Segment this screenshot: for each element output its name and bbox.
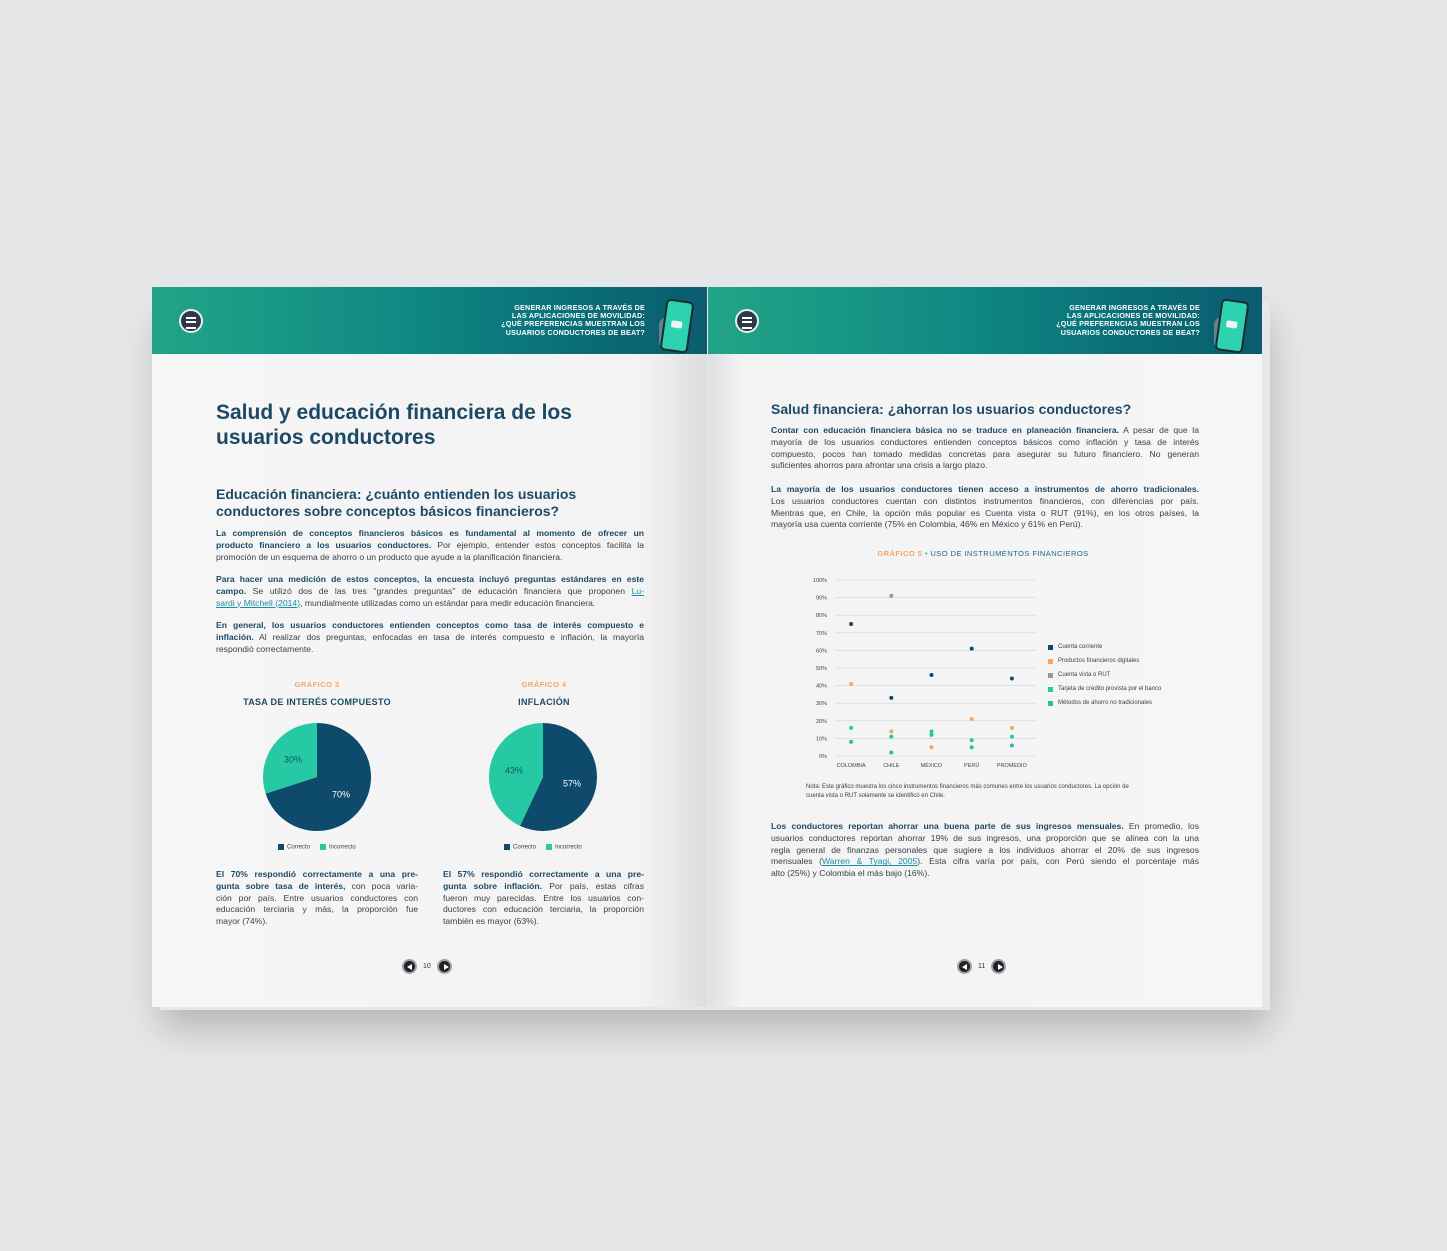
note-line: cuenta vista o RUT solamente se identificó en Chile. bbox=[806, 792, 945, 799]
body-text: suficientes ahorros para afrontar una crisis a largo plazo. bbox=[771, 460, 988, 471]
bold-text: La mayoría de los usuarios conductores tienen acceso a instrumentos de ahorro tradicionales. bbox=[771, 484, 1199, 494]
legend-item bbox=[1048, 668, 1161, 682]
header-line: ¿QUÉ PREFERENCIAS MUESTRAN LOS bbox=[501, 319, 645, 329]
body-text: Mientras que, en Chile, la opción más popular es Cuenta vista o RUT (91%), en los otros países, la bbox=[771, 507, 1199, 518]
y-tick-label: 80% bbox=[815, 613, 827, 620]
slice-label: 70% bbox=[332, 789, 351, 800]
bold-text: En general, los usuarios conductores entienden conceptos como tasa de interés compuesto e bbox=[216, 620, 644, 630]
legend-swatch bbox=[1048, 645, 1053, 650]
data-point bbox=[930, 673, 934, 677]
body-text: también es mayor (63%). bbox=[443, 916, 539, 927]
y-tick-label: 40% bbox=[815, 683, 827, 690]
legend-label: Tarjeta de crédito provista por el banco bbox=[1058, 686, 1162, 692]
subtitle-line: Educación financiera: ¿cuánto entienden los usuarios bbox=[216, 486, 577, 502]
left-page bbox=[152, 287, 707, 1007]
figure-title: USO DE INSTRUMENTOS FINANCIEROS bbox=[930, 549, 1089, 558]
body-text: mayoría usa cuenta corriente (75% en Colombia, 46% en México y 61% en Perú). bbox=[771, 519, 1083, 530]
body-text: usuarios conductores reportan ahorrar 19% de sus ingresos, una proporción que se alinea con la una bbox=[771, 832, 1199, 843]
menu-icon[interactable] bbox=[735, 309, 759, 333]
legend-incorrect: Incorrecto bbox=[546, 844, 582, 851]
legend-correct: Correcto bbox=[504, 844, 536, 851]
data-point bbox=[930, 729, 934, 733]
bold-text: El 57% respondió correctamente a una pre- bbox=[443, 869, 644, 879]
data-point bbox=[1010, 735, 1014, 739]
subtitle-line: conductores sobre conceptos básicos financieros? bbox=[216, 503, 560, 519]
paragraph-3: Los conductores reportan ahorrar una buena parte de sus ingresos mensuales. En promedio, los usuarios conductores reportan ahorrar 19% de sus ingresos, una proporción que se alinea con la una regla general de finanzas personales que sugiere a los individuos ahorrar el 20% de sus ingresos mensuales (Warren & Tyagi, 2005). Esta cifra varía por país, con Perú siendo el porcentaje más alto (25%) y Colombia el más bajo (16%). bbox=[771, 821, 1200, 879]
legend-item bbox=[1048, 682, 1161, 696]
legend-swatch bbox=[1048, 701, 1053, 706]
x-tick-label: PROMEDIO bbox=[996, 763, 1027, 769]
pagination bbox=[957, 959, 1006, 974]
data-point bbox=[1010, 743, 1014, 747]
y-tick-label: 50% bbox=[815, 666, 827, 672]
data-point bbox=[1010, 726, 1014, 730]
figure-5-heading bbox=[788, 549, 1178, 558]
bold-text: gunta sobre tasa de interés, bbox=[216, 880, 346, 891]
data-point bbox=[889, 594, 893, 598]
data-point bbox=[1010, 677, 1014, 681]
figure-label: GRÁFICO 3 bbox=[294, 680, 340, 689]
paragraph-1: Contar con educación financiera básica no se traduce en planeación financiera. A pesar de que la mayoría de los usuarios conductores entienden conceptos básicos como inflación y tasa de interés compuesto, pocos han tomado medidas concretas para asegurar su futuro financiero. No generan suficientes ahorros para afrontar una crisis a largo plazo. bbox=[771, 425, 1199, 471]
body-text: mayoría de los usuarios conductores entienden conceptos básicos como inflación y tasa de interés bbox=[771, 436, 1199, 447]
body-text: Por ejemplo, entender estos conceptos facilita la bbox=[431, 539, 644, 550]
y-tick-label: 10% bbox=[815, 736, 827, 743]
legend-swatch bbox=[1048, 687, 1053, 692]
body-text: ductores con educación terciaria, la proporción bbox=[443, 904, 644, 915]
slice-label: 30% bbox=[283, 754, 302, 765]
header-line: USUARIOS CONDUCTORES DE BEAT? bbox=[505, 327, 645, 337]
prev-page-icon[interactable] bbox=[402, 959, 417, 974]
body-text: respondió correctamente. bbox=[216, 643, 314, 654]
page-header bbox=[708, 287, 1262, 354]
figure-title: TASA DE INTERÉS COMPUESTO bbox=[243, 697, 391, 707]
prev-page-icon[interactable] bbox=[957, 959, 972, 974]
pie-legend bbox=[504, 844, 582, 851]
separator: • bbox=[922, 549, 931, 558]
body-text: regla general de finanzas personales que sugiere a los individuos ahorrar el 20% de sus ingresos bbox=[771, 844, 1199, 855]
body-text: alto (25%) y Colombia el más bajo (16%). bbox=[771, 868, 930, 879]
body-text: fueron muy parecidas. Entre los usuarios con- bbox=[443, 892, 644, 903]
data-point bbox=[970, 738, 974, 742]
figure-label: GRÁFICO 5 bbox=[877, 549, 923, 558]
pie-chart-interest bbox=[257, 717, 377, 837]
data-point bbox=[930, 745, 934, 749]
data-point bbox=[970, 745, 974, 749]
bold-text: gunta sobre inflación. bbox=[443, 880, 542, 891]
header-line: ¿QUÉ PREFERENCIAS MUESTRAN LOS bbox=[1056, 319, 1200, 329]
data-point bbox=[970, 647, 974, 651]
page-header bbox=[152, 287, 707, 354]
chart-note bbox=[806, 783, 1166, 800]
phone-icon bbox=[660, 298, 695, 353]
slice-label: 57% bbox=[562, 778, 581, 789]
legend-label: Cuenta vista o RUT bbox=[1058, 672, 1111, 678]
body-text: mayor (74%). bbox=[216, 916, 268, 927]
body-text: , mundialmente utilizadas como un estándar para medir educación financiera. bbox=[300, 597, 596, 608]
data-point bbox=[849, 622, 853, 626]
y-tick-label: 70% bbox=[815, 630, 827, 637]
paragraph-1 bbox=[216, 528, 644, 563]
phone-icon bbox=[1215, 298, 1250, 353]
page-number: 11 bbox=[978, 963, 986, 970]
data-point bbox=[970, 717, 974, 721]
legend-swatch bbox=[1048, 673, 1053, 678]
header-line: LAS APLICACIONES DE MOVILIDAD: bbox=[1066, 311, 1200, 321]
bold-text: El 70% respondió correctamente a una pre- bbox=[216, 869, 418, 879]
paragraph-2 bbox=[771, 484, 1199, 531]
caption-fig4: El 57% respondió correctamente a una pre- gunta sobre inflación. Por país, estas cifras fueron muy parecidas. Entre los usuarios con- ductores con educación terciaria, la proporción también es mayor (63%). bbox=[443, 869, 644, 927]
legend-swatch bbox=[278, 844, 284, 850]
header-line: LAS APLICACIONES DE MOVILIDAD: bbox=[511, 311, 645, 321]
data-point bbox=[849, 726, 853, 730]
right-page bbox=[708, 287, 1262, 1007]
bold-text: inflación. bbox=[216, 631, 254, 642]
bold-text: Contar con educación financiera básica no se traduce en planeación financiera. bbox=[771, 425, 1120, 435]
x-tick-label: MÉXICO bbox=[920, 763, 943, 769]
y-tick-label: 0% bbox=[819, 754, 827, 760]
section-subtitle bbox=[216, 486, 636, 520]
citation-link[interactable]: Lu- bbox=[631, 585, 644, 596]
y-tick-label: 30% bbox=[815, 701, 827, 708]
title-line: usuarios conductores bbox=[216, 426, 436, 449]
body-text: Los usuarios conductores cuentan con distintos instrumentos financieros, con diferencias por país. bbox=[771, 495, 1199, 506]
data-point bbox=[889, 735, 893, 739]
body-text: educación terciaria y más, la proporción fue bbox=[216, 904, 418, 915]
data-point bbox=[889, 696, 893, 700]
title-line: Salud y educación financiera de los bbox=[216, 401, 572, 424]
legend-label: Productos financieros digitales bbox=[1058, 658, 1140, 664]
header-title bbox=[435, 304, 645, 337]
x-tick-label: COLOMBIA bbox=[836, 763, 866, 769]
pagination bbox=[402, 959, 452, 974]
citation-link[interactable]: sardi y Mitchell (2014) bbox=[216, 597, 301, 608]
header-title bbox=[990, 304, 1200, 337]
menu-icon[interactable] bbox=[179, 309, 203, 333]
caption-fig3: El 70% respondió correctamente a una pre- gunta sobre tasa de interés, con poca varia- ción por país. Entre usuarios conductores con educación terciaria y más, la proporción fue mayor (74%). bbox=[216, 869, 418, 927]
legend-correct: Correcto bbox=[278, 844, 310, 851]
legend-swatch bbox=[504, 844, 510, 850]
paragraph-3 bbox=[216, 620, 644, 655]
legend-swatch bbox=[1048, 659, 1053, 664]
y-tick-label: 90% bbox=[815, 595, 827, 602]
legend-item bbox=[1048, 640, 1161, 654]
header-line: USUARIOS CONDUCTORES DE BEAT? bbox=[1060, 327, 1200, 337]
page-title bbox=[216, 400, 636, 450]
y-tick-label: 60% bbox=[815, 648, 827, 655]
next-page-icon[interactable] bbox=[991, 959, 1006, 974]
data-point bbox=[849, 740, 853, 744]
pie-chart-inflation bbox=[483, 717, 603, 837]
note-line: Nota: Este gráfico muestra los cinco instrumentos financieros más comunes entre los usuarios conductores. La opción de bbox=[806, 784, 1129, 790]
data-point bbox=[930, 733, 934, 737]
header-line: GENERAR INGRESOS A TRAVÉS DE bbox=[514, 303, 645, 312]
body-text: ción por país. Entre usuarios conductores con bbox=[216, 892, 418, 903]
y-tick-label: 20% bbox=[815, 718, 827, 725]
section-title: Salud financiera: ¿ahorran los usuarios conductores? bbox=[771, 401, 1132, 417]
legend-label: Cuenta corriente bbox=[1058, 644, 1103, 650]
figure-title: INFLACIÓN bbox=[518, 697, 570, 707]
citation-link[interactable]: Warren & Tyagi, 2005 bbox=[822, 856, 918, 867]
x-tick-label: PERÚ bbox=[964, 763, 980, 769]
legend-item bbox=[1048, 654, 1161, 668]
legend-incorrect: Incorrecto bbox=[320, 844, 356, 851]
data-point bbox=[889, 729, 893, 733]
legend-swatch bbox=[320, 844, 326, 850]
chart-legend bbox=[1048, 640, 1161, 710]
slice-label: 43% bbox=[505, 765, 524, 776]
next-page-icon[interactable] bbox=[437, 959, 452, 974]
header-line: GENERAR INGRESOS A TRAVÉS DE bbox=[1069, 303, 1200, 312]
y-tick-label: 100% bbox=[812, 578, 827, 584]
x-tick-label: CHILE bbox=[883, 763, 900, 769]
bold-text: producto financiero a los usuarios conductores. bbox=[216, 539, 432, 550]
body-text: Se utilizó dos de las tres "grandes preguntas" de educación financiera que proponen bbox=[246, 585, 632, 596]
body-text: promoción de un esquema de ahorro o un producto que ayude a la planificación financiera. bbox=[216, 551, 563, 562]
legend-label: Métodos de ahorro no tradicionales bbox=[1058, 700, 1153, 706]
page-number: 10 bbox=[423, 963, 431, 970]
paragraph-2 bbox=[216, 574, 644, 609]
data-point bbox=[849, 682, 853, 686]
figure-label: GRÁFICO 4 bbox=[521, 680, 567, 689]
bold-text: Para hacer una medición de estos conceptos, la encuesta incluyó preguntas estándares en este bbox=[216, 574, 644, 584]
legend-swatch bbox=[546, 844, 552, 850]
body-text: compuesto, pocos han tomado medidas concretas para asegurar su futuro financiero. No generan bbox=[771, 448, 1199, 459]
pie-legend bbox=[278, 844, 356, 851]
bold-text: Los conductores reportan ahorrar una buena parte de sus ingresos mensuales. bbox=[771, 821, 1124, 831]
data-point bbox=[889, 750, 893, 754]
body-text: Al realizar dos preguntas, enfocadas en tasa de interés compuesto e inflación, la mayoría bbox=[253, 631, 644, 642]
bold-text: La comprensión de conceptos financieros básicos es fundamental al momento de ofrecer un bbox=[216, 528, 644, 538]
legend-item bbox=[1048, 696, 1161, 710]
bold-text: campo. bbox=[216, 585, 247, 596]
